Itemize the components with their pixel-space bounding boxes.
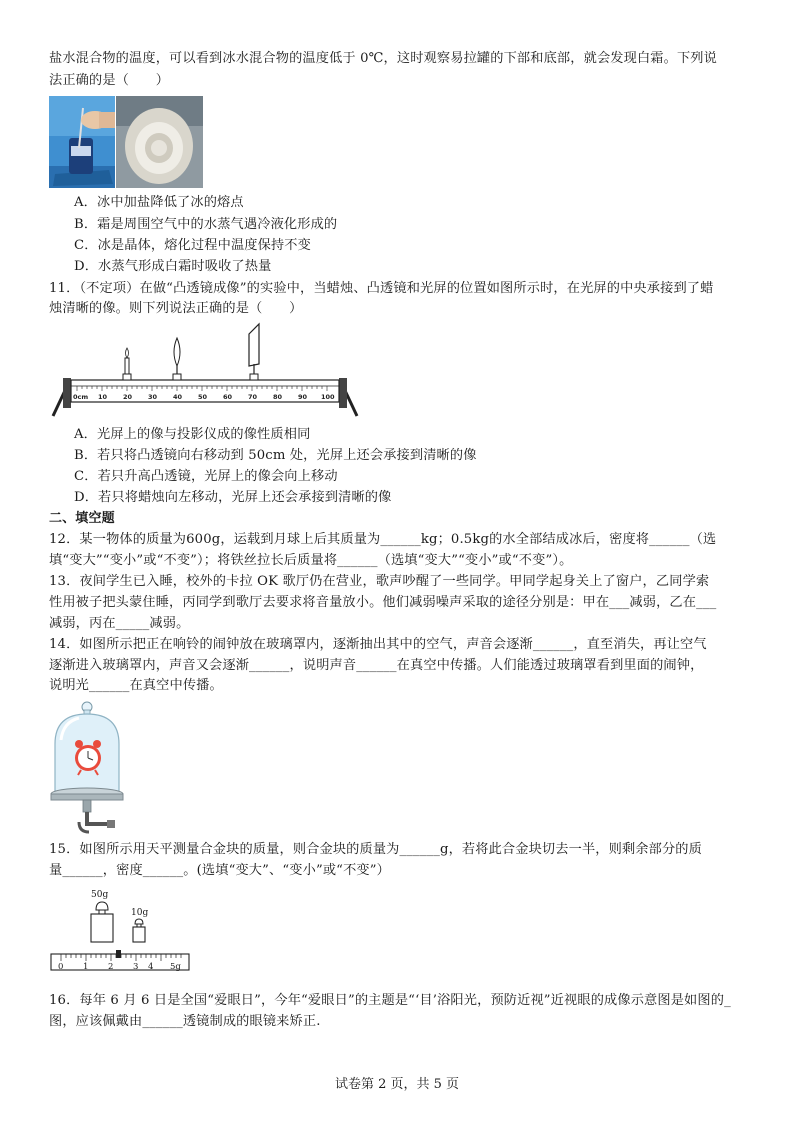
ruler-tick-50: 50 <box>198 393 208 401</box>
q10-line1: 盐水混合物的温度，可以看到冰水混合物的温度低于 0℃，这时观察易拉罐的下部和底部，就会发现白霜。下列说 <box>49 51 717 66</box>
q11-option-c: C．若只升高凸透镜，光屏上的像会向上移动 <box>74 469 338 484</box>
q11-line1: 11．（不定项）在做“凸透镜成像”的实验中，当蜡烛、凸透镜和光屏的位置如图所示时，在光屏的中央承接到了蜡 <box>49 281 714 296</box>
q13-line1: 13．夜间学生已入睡，校外的卡拉 OK 歌厅仍在营业，歌声吵醒了一些同学。甲同学起身关上了窗户，乙同学索 <box>49 574 710 589</box>
q10-option-a: A．冰中加盐降低了冰的熔点 <box>74 195 244 210</box>
convex-lens-icon <box>173 338 181 380</box>
page-footer: 试卷第 2 页，共 5 页 <box>334 1077 460 1092</box>
ruler-tick-70: 70 <box>248 393 258 401</box>
q14-line3: 说明光______在真空中传播。 <box>49 678 223 693</box>
q13-line2: 性用被子把头蒙住睡，丙同学到歌厅去要求将音量放小。他们减弱噪声采取的途径分别是：甲在___减弱，乙在___ <box>49 595 717 610</box>
ruler-tick-60: 60 <box>223 393 233 401</box>
rider-icon <box>116 950 121 958</box>
light-screen-icon <box>249 324 259 380</box>
q12-line1: 12．某一物体的质量为600g，运载到月球上后其质量为______kg；0.5kg的水全部结成冰后，密度将______（选 <box>49 532 717 547</box>
q16-line2: 图，应该佩戴由______透镜制成的眼镜来矫正. <box>49 1014 321 1029</box>
ruler-tick-20: 20 <box>123 393 133 401</box>
ruler-tick-40: 40 <box>173 393 183 401</box>
weight-label-10g: 10g <box>131 908 149 918</box>
q11-option-d: D．若只将蜡烛向左移动，光屏上还会承接到清晰的像 <box>74 490 392 505</box>
q11-option-b: B．若只将凸透镜向右移动到 50cm 处，光屏上还会承接到清晰的像 <box>74 448 477 463</box>
ruler-tick-10: 10 <box>98 393 108 401</box>
weight-50g-icon <box>91 902 113 942</box>
section-title-fill-blank: 二、填空题 <box>49 511 115 526</box>
q14-line2: 逐渐进入玻璃罩内，声音又会逐渐______，说明声音______在真空中传播。人们能透过玻璃罩看到里面的闹钟， <box>49 658 704 673</box>
scale-tick-0: 0 <box>58 962 64 972</box>
optical-bench-diagram <box>49 320 361 420</box>
q10-line2: 法正确的是（ ） <box>49 73 170 88</box>
ruler-tick-90: 90 <box>298 393 308 401</box>
weight-10g-icon <box>133 919 145 942</box>
ruler-tick-100: 100 <box>321 393 335 401</box>
ruler-tick-80: 80 <box>273 393 283 401</box>
q12-line2: 填“变大”“变小”或“不变”）；将铁丝拉长后质量将______（选填“变大”“变小”或“不变”）。 <box>49 553 573 568</box>
weight-label-50g: 50g <box>91 890 109 900</box>
scale-tick-3: 3 <box>133 962 139 972</box>
q10-option-b: B．霜是周围空气中的水蒸气遇冷液化形成的 <box>74 217 338 232</box>
ice-can-photo <box>49 96 203 188</box>
q13-line3: 减弱，丙在_____减弱。 <box>49 616 190 631</box>
q10-option-c: C．冰是晶体，熔化过程中温度保持不变 <box>74 238 311 253</box>
ruler-tick-30: 30 <box>148 393 158 401</box>
balance-weights-diagram <box>49 884 191 976</box>
scale-tick-2: 2 <box>108 962 114 972</box>
bell-jar-alarm-clock-diagram <box>49 700 131 834</box>
q11-line2: 烛清晰的像。则下列说法正确的是（ ） <box>49 301 303 316</box>
q11-option-a: A．光屏上的像与投影仪成的像性质相同 <box>74 427 311 442</box>
scale-tick-4: 4 <box>148 962 154 972</box>
scale-tick-1: 1 <box>83 962 89 972</box>
ruler-tick-0: 0cm <box>73 393 89 401</box>
q10-option-d: D．水蒸气形成白霜时吸收了热量 <box>74 259 272 274</box>
scale-tick-5: 5g <box>170 962 181 972</box>
q15-line1: 15．如图所示用天平测量合金块的质量，则合金块的质量为______g，若将此合金块切去一半，则剩余部分的质 <box>49 842 702 857</box>
q16-line1: 16．每年 6 月 6 日是全国“爱眼日”，今年“爱眼日”的主题是“‘目’浴阳光，预防近视”近视眼的成像示意图是如图的_ <box>49 993 731 1008</box>
q14-line1: 14．如图所示把正在响铃的闹钟放在玻璃罩内，逐渐抽出其中的空气，声音会逐渐______，直至消失，再让空气 <box>49 637 707 652</box>
q15-line2: 量______，密度______。(选填“变大”、“变小”或“不变”） <box>49 863 390 878</box>
candle-icon <box>123 348 131 380</box>
